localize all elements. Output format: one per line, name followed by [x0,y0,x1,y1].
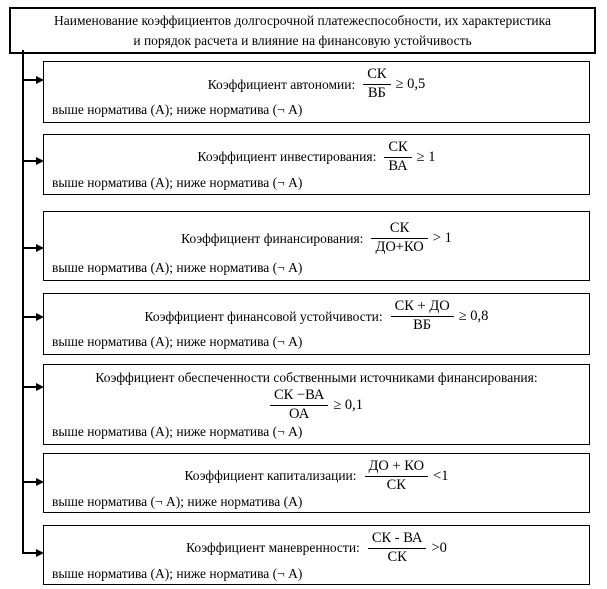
formula-comparison: > 1 [432,230,452,246]
diagram-title-line2: и порядок расчета и влияние на финансовую устойчивость [133,32,472,48]
connector-arrow-7 [23,552,37,554]
coefficient-box-investment [43,134,590,195]
norm-note: выше норматива (А); ниже норматива (¬ А) [52,174,303,190]
connector-arrow-1 [23,79,37,81]
connector-arrow-4 [23,316,37,318]
fraction [384,140,411,175]
norm-note: выше норматива (А); ниже норматива (¬ А) [52,102,303,117]
coefficient-formula [363,67,425,102]
fraction [371,221,427,256]
formula-comparison: ≥ 0,1 [333,396,364,413]
formula-comparison: ≥ 1 [416,148,436,165]
coefficient-formula [391,299,489,334]
fraction [270,388,328,423]
fraction-numerator: СК [363,67,390,85]
coefficient-label: Коэффициент автономии: [207,76,356,92]
norm-note: выше норматива (А); ниже норматива (¬ А) [52,334,303,349]
formula-comparison: <1 [433,467,449,484]
fraction-denominator: ДО+КО [375,239,424,255]
fraction [365,459,429,494]
coefficient-label: Коэффициент инвестирования: [197,149,377,165]
norm-note: выше норматива (А); ниже норматива (¬ А) [52,424,303,439]
formula-comparison: ≥ 0,5 [395,76,426,92]
coefficient-label: Коэффициент финансовой устойчивости: [144,308,383,324]
coefficient-formula [371,221,451,256]
coefficient-formula [368,531,447,566]
coefficient-box-financial-stability [43,293,590,355]
coefficient-box-capitalization [43,453,590,513]
fraction-denominator: СК [387,548,407,565]
connector-arrow-5 [23,386,37,388]
coefficient-box-autonomy [43,61,590,123]
coefficient-label: Коэффициент обеспеченности собственными источниками финансирования: [95,370,538,385]
connector-arrow-3 [23,247,37,249]
diagram-title-box [9,7,596,54]
fraction-numerator: СК - ВА [368,531,427,549]
diagram-title-line1: Наименование коэффициентов долгосрочной платежеспособности, их характеристика [54,12,551,28]
norm-note: выше норматива (¬ А); ниже норматива (А) [52,493,303,509]
formula-comparison: >0 [431,539,447,556]
fraction-denominator: ВА [388,157,408,174]
coefficient-box-financing [43,211,590,281]
coefficient-label: Коэффициент финансирования: [181,230,364,246]
fraction-numerator: СК [371,221,427,239]
fraction-numerator: ДО + КО [365,459,429,477]
coefficient-box-own-sources [43,364,590,445]
fraction-numerator: СК + ДО [391,299,454,317]
norm-note: выше норматива (А); ниже норматива (¬ А) [52,565,303,581]
coefficient-box-maneuverability [43,525,590,585]
coefficient-label: Коэффициент капитализации: [184,468,357,484]
coefficient-label: Коэффициент маневренности: [186,540,360,556]
fraction-numerator: СК −ВА [270,388,328,406]
formula-comparison: ≥ 0,8 [458,308,489,324]
connector-arrow-2 [23,160,37,162]
coefficient-formula [365,459,449,494]
fraction-denominator: ОА [289,405,310,422]
fraction [391,299,454,334]
connector-trunk-line [22,50,24,554]
connector-arrow-6 [23,481,37,483]
norm-note: выше норматива (А); ниже норматива (¬ А) [52,260,303,275]
coefficient-formula [384,140,435,175]
coefficient-formula [270,388,363,423]
fraction [363,67,390,102]
fraction-denominator: ВБ [413,317,432,333]
fraction [368,531,427,566]
fraction-denominator: ВБ [367,85,386,101]
fraction-denominator: СК [386,476,406,493]
fraction-numerator: СК [384,140,411,158]
